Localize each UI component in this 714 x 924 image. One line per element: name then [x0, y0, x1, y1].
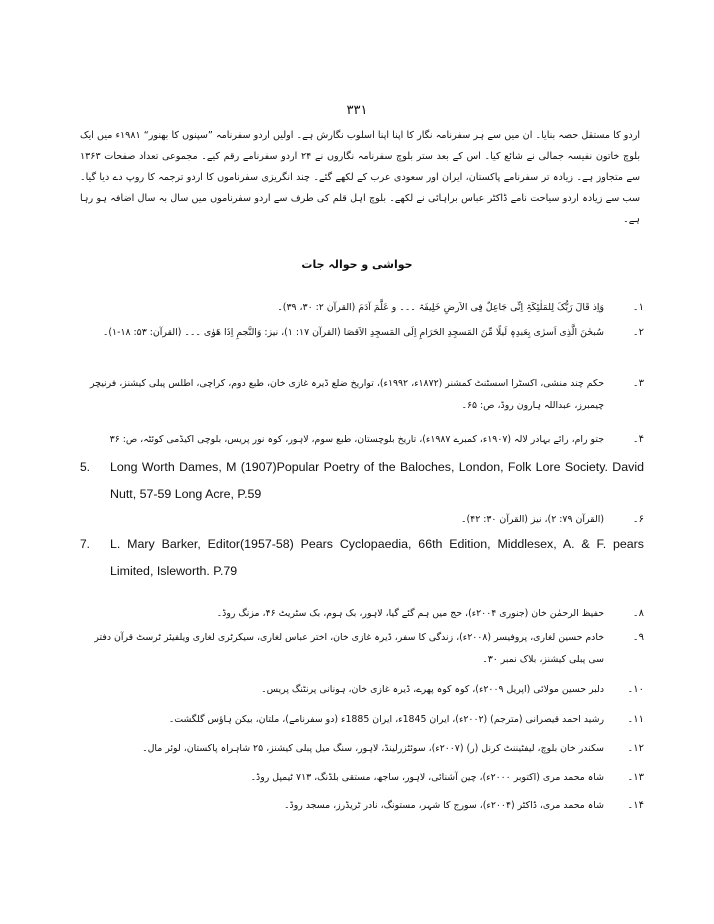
- footnote-text: حفیظ الرحمٰن خان (جنوری ۲۰۰۴ء)، حج میں ہم گئے گیا، لاہور، بک ہوم، بک سٹریٹ ۴۶، مزنگ روڈ۔: [216, 608, 604, 619]
- footnote-number: ۴۔: [632, 434, 644, 445]
- footnote-number: ۹۔: [632, 632, 644, 643]
- footnote-number: 7.: [80, 537, 91, 551]
- footnote-2: [80, 322, 644, 344]
- footnote-text: (القرآن ۷۹: ۲)، نیز (القرآن ۳۰: ۴۲)۔: [461, 514, 604, 525]
- footnote-text: رشید احمد قیصرانی (مترجم) (۲۰۰۲ء)، ایران 1845ء، ایران 1885ء (دو سفرنامے)، ملتان، بیکن ہاؤس گلگشت۔: [168, 714, 604, 725]
- footnote-text: خادم حسین لغاری، پروفیسر (۲۰۰۸ء)، زندگی کا سفر، ڈیرہ غازی خان، اختر عباس لغاری، سیکرٹری لغاری ویلفیئر ٹرسٹ قرآن دفتر سی پبلی کیشنز، بلاک نمبر ۳۰۔: [94, 632, 604, 665]
- footnote-number: ۱۴۔: [627, 800, 644, 811]
- page-number: ۳۳۱: [346, 103, 368, 118]
- body-paragraph: اردو کا مستقل حصہ بنایا۔ ان میں سے ہر سفرنامہ نگار کا اپنا اپنا اسلوب نگارش ہے۔ اولیں اردو سفرنامہ ”سپنوں کا بھنور“ ۱۹۸۱ء میں ایک بلوچ خاتون نفیسہ جمالی نے شائع کیا۔ اس کے بعد ستر بلوچ سفرنامہ نگاروں نے ۲۴ اردو سفرنامے رقم کیے۔ مجموعی تعداد صفحات ۱۳۶۳ سے متجاوز ہے۔ زیادہ تر سفرنامے پاکستان، ایران اور سعودی عرب کے لکھے گئے۔ چند انگریزی سفرناموں کا اردو ترجمہ کا روپ دے دیا گیا۔ سب سے زیادہ اردو سیاحت نامے ڈاکٹر عباس براہائی نے لکھے۔ بلوچ اہل قلم کی طرف سے اردو سفرناموں میں سال بہ سال اضافہ ہو رہا ہے۔: [80, 130, 641, 225]
- footnote-text: Long Worth Dames, M (1907)Popular Poetry of the Baloches, London, Folk Lore Society. David Nutt, 57-59 Long Acre, P.59: [110, 460, 644, 501]
- footnote-text: شاہ محمد مری (اکتوبر ۲۰۰۰ء)، چین آشنائی، لاہور، ساجھ، مستقی بلڈنگ، ۷۱۳ ٹیمپل روڈ۔: [250, 772, 604, 783]
- footnote-4: [80, 429, 644, 451]
- footnote-text: سُبحٰنَ الَّذِی اَسرٰی بِعَبدِہٖ لَیلًا مِّنَ المَسجِدِ الحَرَامِ اِلَی المَسجِدِ الاَقصَا (القرآن ۱۷: ۱)، نیز: وَالنَّجمِ اِذَا ھَوٰی ۔۔۔ (القرآن: ۵۳: ۱۸-۱)۔: [102, 327, 604, 338]
- footnote-number: ۱۰۔: [627, 684, 644, 695]
- footnote-text: وَاِذ قَالَ رَبُّکَ لِلمَلٰئِکَۃِ اِنِّی جَاعِلٌ فِی الاَرضِ خَلِیفَۃ ۔۔۔ و عَلَّمَ آدَمَ (القرآن ۲: ۳۰، ۳۹)۔: [277, 302, 604, 313]
- footnote-13: [80, 767, 644, 789]
- footnote-number: 5.: [80, 460, 91, 474]
- footnote-3: [80, 373, 644, 417]
- footnote-14: [80, 795, 644, 817]
- footnote-number: ۸۔: [632, 608, 644, 619]
- footnote-number: ۱۳۔: [627, 772, 644, 783]
- footnote-number: ۱۔: [632, 302, 644, 313]
- footnote-10: [80, 679, 644, 701]
- footnote-6: [80, 509, 644, 531]
- footnote-12: [80, 738, 644, 760]
- footnote-1: [80, 297, 644, 319]
- footnote-text: L. Mary Barker, Editor(1957-58) Pears Cyclopaedia, 66th Edition, Middlesex, A. & F. pears Limited, Isleworth. P.79: [110, 537, 644, 578]
- footnote-text: دلبر حسین مولائی (اپریل ۲۰۰۹ء)، کوہ کوہ پھرے، ڈیرہ غازی خان، ہونانی پرنٹنگ پریس۔: [261, 684, 604, 695]
- footnote-number: ۶۔: [632, 514, 644, 525]
- footnote-number: ۳۔: [632, 378, 644, 389]
- footnote-text: حکم چند منشی، اکسٹرا اسسٹنٹ کمشنر (۱۸۷۲ء، ۱۹۹۲ء)، تواریخ ضلع ڈیرہ غازی خان، طبع دوم، کراچی، اطلس پبلی کیشنز، فرنیچر چیمبرز، عبداللہ ہارون روڈ، ص: ۶۵۔: [89, 378, 604, 411]
- notes-heading: حواشی و حوالہ جات: [301, 258, 413, 271]
- footnote-number: ۱۱۔: [627, 714, 644, 725]
- footnote-8: [80, 603, 644, 625]
- footnote-11: [80, 709, 644, 731]
- footnote-number: ۱۲۔: [627, 743, 644, 754]
- footnote-text: شاہ محمد مری، ڈاکٹر (۲۰۰۴ء)، سورج کا شہر، مستونگ، نادر ٹریڈرز، مسجد روڈ۔: [284, 800, 604, 811]
- footnote-text: سکندر خان بلوچ، لیفٹیننٹ کرنل (ر) (۲۰۰۷ء)، سوئٹزرلینڈ، لاہور، سنگ میل پبلی کیشنز، ۲۵ شاہراہ پاکستان، لوئر مال۔: [142, 743, 604, 754]
- footnote-text: جتو رام، رائے بہادر لالہ (۱۹۰۷ء، کمبرے ۱۹۸۷ء)، تاریخ بلوچستان، طبع سوم، لاہور، کوہ نور پریس، بلوچی اکیڈمی کوئٹہ، ص: ۳۶: [109, 434, 604, 445]
- footnote-5: [80, 454, 644, 508]
- footnote-9: [80, 627, 644, 671]
- footnote-number: ۲۔: [632, 327, 644, 338]
- footnote-7: [80, 531, 644, 585]
